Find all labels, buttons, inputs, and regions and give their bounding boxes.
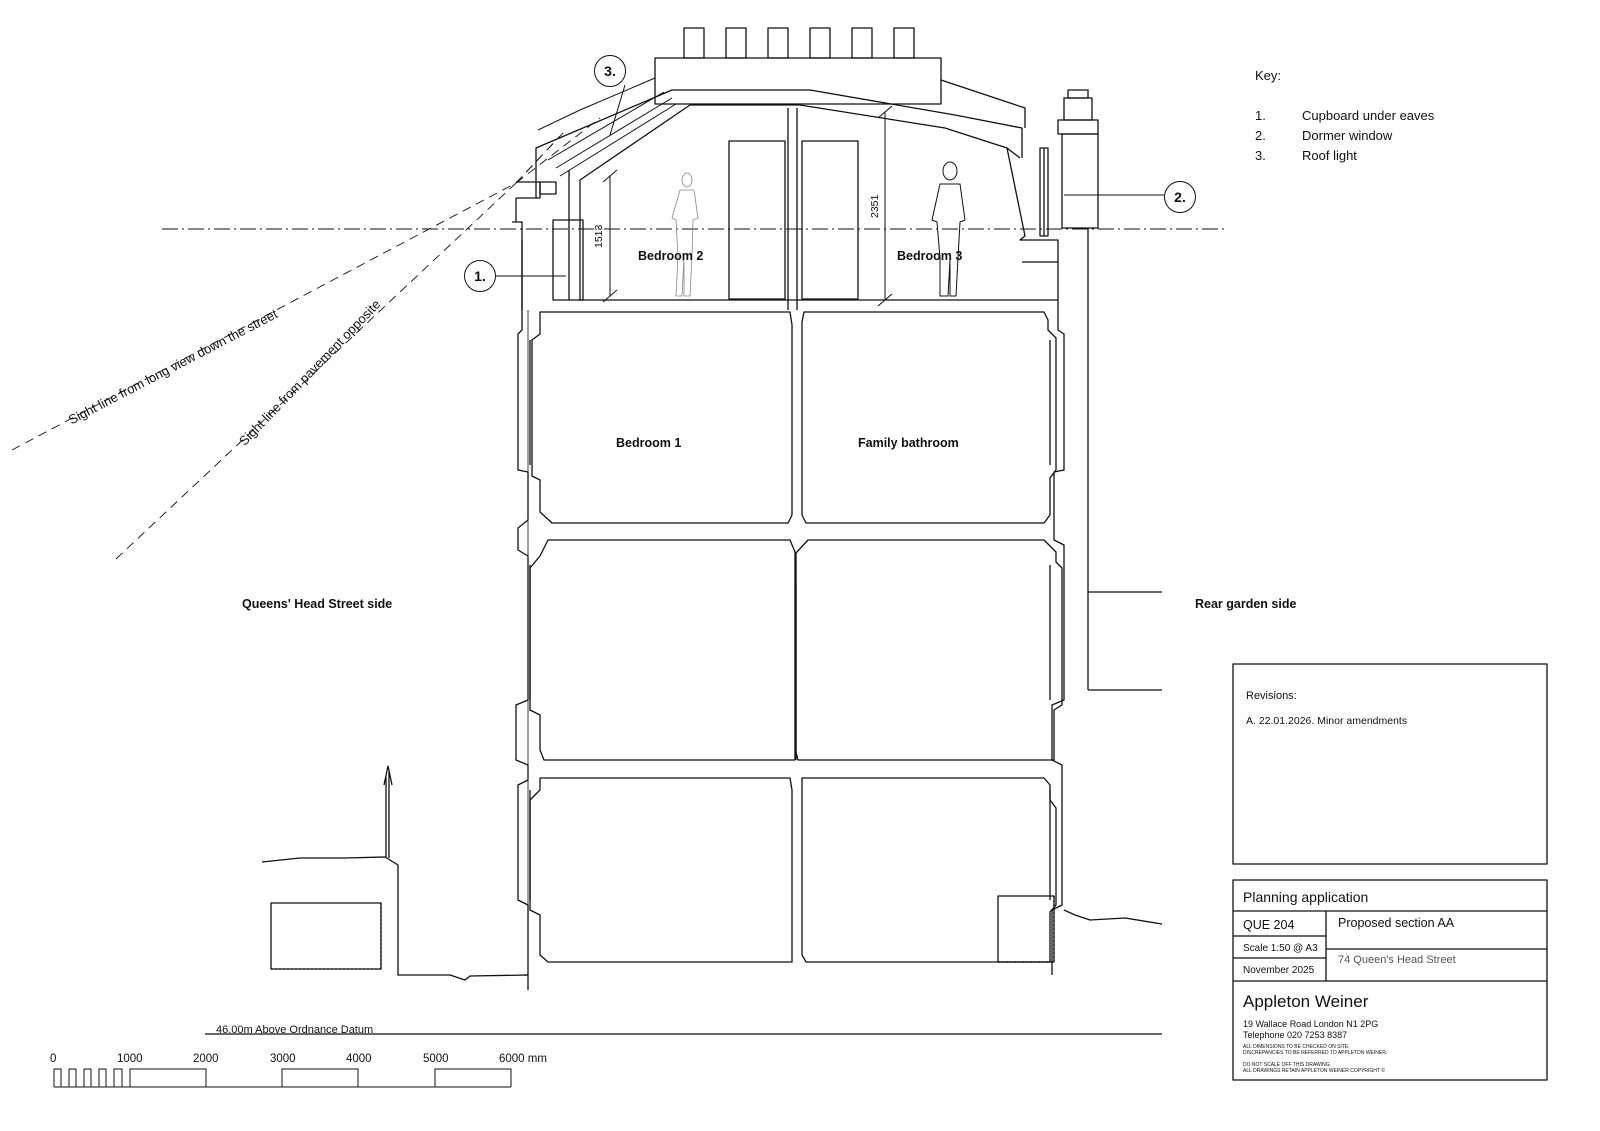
scale-tick-0: 0 — [50, 1053, 57, 1065]
status-label: Planning application — [1243, 889, 1369, 905]
scale-tick-3000: 3000 — [270, 1053, 296, 1065]
room-label-bedroom-3: Bedroom 3 — [897, 249, 963, 263]
note-discrepancies: DISCREPANCIES TO BE REFERRED TO APPLETON WEINER. — [1243, 1050, 1388, 1056]
drawing-title: Proposed section AA — [1338, 916, 1455, 930]
scale-tick-2000: 2000 — [193, 1053, 219, 1065]
garden-side-label: Rear garden side — [1195, 597, 1297, 611]
building-walls — [516, 228, 1162, 975]
firm-phone: Telephone 020 7253 8387 — [1243, 1030, 1348, 1040]
chimney-pots — [655, 28, 941, 104]
scale-tick-6000: 6000 mm — [499, 1053, 547, 1065]
dormer-window — [1007, 148, 1058, 262]
rear-chimney-stack — [1058, 90, 1098, 228]
key-item-3-label: Roof light — [1302, 148, 1357, 163]
callout-2: 2. — [1164, 181, 1196, 213]
room-label-family-bathroom: Family bathroom — [858, 436, 959, 450]
room-label-bedroom-2: Bedroom 2 — [638, 249, 704, 263]
sight-lines — [12, 118, 600, 559]
key-item-2-label: Dormer window — [1302, 128, 1393, 143]
dimension-right-height: 2351 — [869, 194, 881, 218]
dimension-lines — [603, 106, 892, 306]
revisions-title: Revisions: — [1246, 690, 1297, 702]
note-do-not-scale: DO NOT SCALE OFF THIS DRAWING. — [1243, 1062, 1331, 1068]
scale-tick-5000: 5000 — [423, 1053, 449, 1065]
key-item-1-label: Cupboard under eaves — [1302, 108, 1435, 123]
key-item-2-num: 2. — [1255, 128, 1266, 143]
scale-tick-1000: 1000 — [117, 1053, 143, 1065]
key-item-3-num: 3. — [1255, 148, 1266, 163]
scale-figure-left — [672, 173, 698, 296]
key-title: Key: — [1255, 68, 1282, 83]
callout-1: 1. — [464, 260, 496, 292]
sight-line-long-view-label: Sight line from long view down the street — [66, 306, 280, 428]
roof-section — [516, 90, 1022, 310]
firm-address: 19 Wallace Road London N1 2PG — [1243, 1019, 1379, 1029]
dimension-left-height: 1513 — [593, 224, 605, 248]
drawing-number: QUE 204 — [1243, 918, 1295, 932]
scale-bar — [54, 1069, 511, 1087]
room-label-bedroom-1: Bedroom 1 — [616, 436, 682, 450]
sight-line-pavement-label: Sight line from pavement opposite — [236, 296, 384, 449]
street-ground — [262, 766, 1162, 990]
first-floor-rooms — [530, 540, 1062, 760]
note-copyright: ALL DRAWINGS RETAIN APPLETON WEINER COPYRIGHT © — [1243, 1068, 1385, 1074]
second-floor-rooms — [532, 312, 1056, 523]
firm-name: Appleton Weiner — [1243, 992, 1369, 1011]
datum-label: 46.00m Above Ordnance Datum — [216, 1024, 374, 1036]
key-item-1-num: 1. — [1255, 108, 1266, 123]
revision-entry: A. 22.01.2026. Minor amendments — [1246, 715, 1408, 727]
street-side-label: Queens' Head Street side — [242, 597, 393, 611]
note-check-dimensions: ALL DIMENSIONS TO BE CHECKED ON SITE. — [1243, 1044, 1350, 1050]
callout-3: 3. — [594, 55, 626, 87]
drawing-date: November 2025 — [1243, 965, 1315, 976]
scale-tick-4000: 4000 — [346, 1053, 372, 1065]
project-address: 74 Queen's Head Street — [1338, 954, 1456, 966]
scale-label: Scale 1:50 @ A3 — [1243, 943, 1318, 954]
ground-floor-rooms — [530, 778, 1056, 962]
